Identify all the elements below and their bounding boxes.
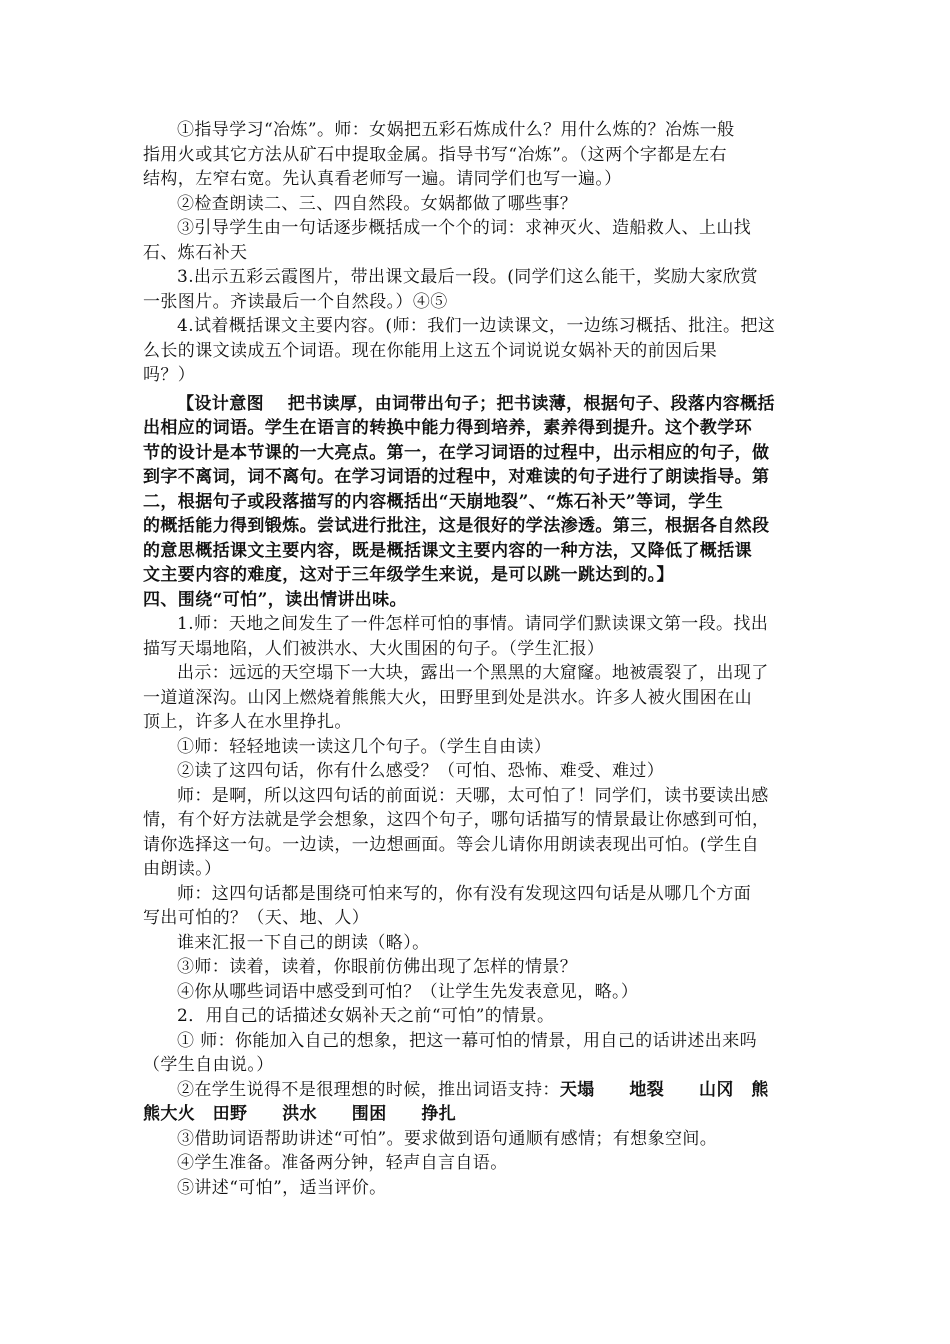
line-text: 一道道深沟。山冈上燃烧着熊熊大火，田野里到处是洪水。许多人被火围困在山 — [143, 687, 752, 708]
text-line — [143, 167, 808, 192]
line-text: ①师：轻轻地读一读这几个句子。（学生自由读） — [177, 736, 552, 757]
text-line — [143, 539, 808, 564]
text-line — [143, 265, 808, 290]
text-line — [143, 857, 808, 882]
line-text: 写出可怕的？（天、地、人） — [143, 908, 370, 928]
text-line — [143, 441, 808, 466]
text-line — [143, 710, 808, 735]
text-line — [143, 906, 808, 931]
line-text: 4.试着概括课文主要内容。(师：我们一边读课文，一边练习概括、批注。把这 — [177, 316, 776, 336]
line-text: ④你从哪些词语中感受到可怕？（让学生先发表意见，略。） — [177, 981, 639, 1002]
bold-keywords: 天塌 地裂 山冈 熊 — [559, 1079, 769, 1100]
text-line — [143, 1053, 808, 1078]
text-line — [143, 416, 808, 441]
text-line — [143, 465, 808, 490]
line-text: 石、炼石补天 — [143, 242, 248, 263]
text-line — [143, 314, 808, 339]
line-text: ③引导学生由一句话逐步概括成一个个的词：求神灭火、造船救人、上山找 — [177, 218, 752, 238]
line-text: 么长的课文读成五个词语。现在你能用上这五个词说说女娲补天的前因后果 — [143, 340, 718, 361]
line-text: ①指导学习“冶炼”。师：女娲把五彩石炼成什么？用什么炼的？冶炼一般 — [177, 120, 735, 140]
text-line — [143, 563, 808, 588]
line-text: 节的设计是本节课的一大亮点。第一，在学习词语的过程中，出示相应的句子，做 — [143, 442, 770, 463]
line-text: ④学生准备。准备两分钟，轻声自言自语。 — [177, 1153, 508, 1173]
line-text: ②检查朗读二、三、四自然段。女娲都做了哪些事？ — [177, 193, 578, 214]
line-text: 一张图片。齐读最后一个自然段。）④⑤ — [143, 291, 448, 312]
text-line — [143, 490, 808, 515]
text-line — [143, 143, 808, 168]
text-line — [143, 980, 808, 1005]
line-text: 3.出示五彩云霞图片，带出课文最后一段。(同学们这么能干，奖励大家欣赏 — [177, 267, 758, 287]
document-body — [143, 118, 808, 1200]
line-text: （学生自由说。） — [143, 1055, 274, 1075]
text-line — [143, 784, 808, 809]
text-line — [143, 833, 808, 858]
line-text: ②读了这四句话，你有什么感受？（可怕、恐怖、难受、难过） — [177, 761, 665, 781]
line-text: 情，有个好方法就是学会想象，这四个句子，哪句话描写的情景最让你感到可怕， — [143, 810, 770, 830]
line-text: ②在学生说得不是很理想的时候，推出词语支持： — [177, 1079, 560, 1100]
text-line — [143, 759, 808, 784]
text-line — [143, 1029, 808, 1054]
text-line — [143, 931, 808, 956]
line-text: 的概括能力得到锻炼。尝试进行批注，这是很好的学法渗透。第三，根据各自然段 — [143, 516, 770, 536]
text-line — [143, 1127, 808, 1152]
line-text: 描写天塌地陷，人们被洪水、大火围困的句子。（学生汇报） — [143, 638, 605, 659]
text-line — [143, 735, 808, 760]
line-text: ① 师：你能加入自己的想象，把这一幕可怕的情景，用自己的话讲述出来吗 — [177, 1030, 758, 1051]
text-line — [143, 882, 808, 907]
text-line — [143, 241, 808, 266]
line-text: 2．用自己的话描述女娲补天之前“可怕”的情景。 — [177, 1006, 555, 1026]
line-text: 结构，左窄右宽。先认真看老师写一遍。请同学们也写一遍。） — [143, 169, 622, 189]
text-line — [143, 290, 808, 315]
line-text: 到字不离词，词不离句。在学习词语的过程中，对难读的句子进行了朗读指导。第 — [143, 467, 770, 487]
line-text: 文主要内容的难度，这对于三年级学生来说，是可以跳一跳达到的。】 — [143, 565, 674, 585]
text-line — [143, 612, 808, 637]
text-line — [143, 339, 808, 364]
line-text: 出相应的词语。学生在语言的转换中能力得到培养，素养得到提升。这个教学环 — [143, 418, 752, 438]
line-text: 1.师：天地之间发生了一件怎样可怕的事情。请同学们默读课文第一段。找出 — [177, 614, 769, 634]
line-text: 师：这四句话都是围绕可怕来写的，你有没有发现这四句话是从哪几个方面 — [177, 883, 752, 904]
text-line — [143, 118, 808, 143]
text-line — [143, 392, 808, 417]
line-text: 四、围绕“可怕”，读出情讲出味。 — [143, 589, 407, 610]
text-line — [143, 192, 808, 217]
text-line — [143, 1176, 808, 1201]
line-text: ③借助词语帮助讲述“可怕”。要求做到语句通顺有感情；有想象空间。 — [177, 1128, 718, 1149]
line-text: 顶上，许多人在水里挣扎。 — [143, 712, 352, 732]
line-text: ③师：读着，读着，你眼前仿佛出现了怎样的情景？ — [177, 957, 578, 977]
line-text: 由朗读。） — [143, 859, 222, 879]
line-text: 【设计意图 把书读厚，由词带出句子；把书读薄，根据句子、段落内容概括 — [177, 393, 775, 414]
text-line — [143, 363, 808, 388]
line-text: 指用火或其它方法从矿石中提取金属。指导书写“冶炼”。（这两个字都是左右 — [143, 144, 727, 165]
text-line — [143, 1151, 808, 1176]
line-text: 师：是啊，所以这四句话的前面说：天哪，太可怕了！同学们，读书要读出感 — [177, 785, 769, 806]
line-text: ⑤讲述“可怕”，适当评价。 — [177, 1177, 387, 1198]
line-text: 出示：远远的天空塌下一大块，露出一个黑黑的大窟窿。地被震裂了，出现了 — [177, 663, 769, 683]
text-line — [143, 686, 808, 711]
text-line — [143, 808, 808, 833]
text-line — [143, 955, 808, 980]
line-text: 谁来汇报一下自己的朗读（略）。 — [177, 932, 430, 953]
text-line — [143, 216, 808, 241]
text-line — [143, 588, 808, 613]
text-line — [143, 1004, 808, 1029]
text-line — [143, 661, 808, 686]
line-text: 吗？） — [143, 365, 196, 385]
line-text: 请你选择这一句。一边读，一边想画面。等会儿请你用朗读表现出可怕。(学生自 — [143, 834, 760, 855]
text-line — [143, 514, 808, 539]
line-text: 二，根据句子或段落描写的内容概括出“天崩地裂”、“炼石补天”等词，学生 — [143, 491, 724, 512]
line-text: 的意思概括课文主要内容，既是概括课文主要内容的一种方法，又降低了概括课 — [143, 540, 752, 561]
text-line — [143, 637, 808, 662]
text-line — [143, 1078, 808, 1103]
line-text: 熊大火 田野 洪水 围困 挣扎 — [143, 1104, 457, 1124]
text-line — [143, 1102, 808, 1127]
